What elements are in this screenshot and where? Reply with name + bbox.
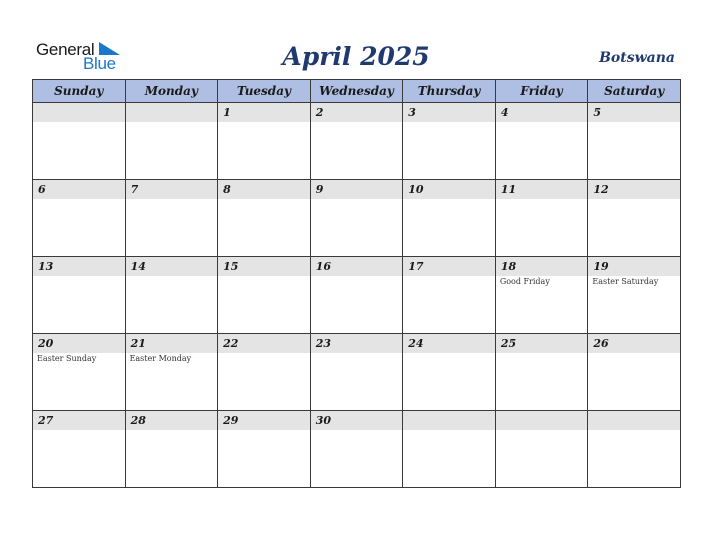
logo-word-blue: Blue (83, 54, 116, 73)
day-cell (403, 257, 496, 334)
day-cell (33, 103, 126, 180)
day-cell (218, 103, 311, 180)
weekday-header: Sunday (33, 80, 126, 103)
weekday-header: Wednesday (310, 80, 403, 103)
day-number: 12 (588, 180, 680, 199)
day-number: 24 (403, 334, 495, 353)
day-cell (403, 103, 496, 180)
day-number (496, 411, 588, 430)
day-cell (588, 334, 681, 411)
day-number: 23 (311, 334, 403, 353)
holiday-label: Easter Sunday (37, 354, 97, 363)
day-cell (403, 180, 496, 257)
week-row (33, 180, 681, 257)
day-cell (218, 411, 311, 488)
day-number (33, 103, 125, 122)
weekday-header-row (33, 80, 681, 103)
day-cell (495, 411, 588, 488)
day-cell (310, 411, 403, 488)
holiday-label: Good Friday (499, 277, 550, 286)
day-number: 1 (218, 103, 310, 122)
calendar-body (33, 103, 681, 488)
day-number: 27 (33, 411, 125, 430)
holiday-label: Easter Monday (129, 354, 192, 363)
calendar-grid (32, 79, 681, 488)
day-cell (125, 180, 218, 257)
day-cell (403, 334, 496, 411)
day-number: 5 (588, 103, 680, 122)
day-number: 30 (311, 411, 403, 430)
day-cell (495, 180, 588, 257)
day-cell (218, 334, 311, 411)
day-number (126, 103, 218, 122)
day-cell (495, 257, 588, 334)
day-cell (125, 257, 218, 334)
day-number: 26 (588, 334, 680, 353)
day-cell (218, 180, 311, 257)
day-number: 9 (311, 180, 403, 199)
holiday-label: Easter Saturday (592, 277, 659, 286)
day-cell (33, 334, 126, 411)
day-number: 14 (126, 257, 218, 276)
day-number: 16 (311, 257, 403, 276)
day-number (403, 411, 495, 430)
week-row (33, 257, 681, 334)
day-number: 29 (218, 411, 310, 430)
day-cell (310, 103, 403, 180)
day-cell (310, 257, 403, 334)
day-number: 13 (33, 257, 125, 276)
day-cell (218, 257, 311, 334)
day-number: 3 (403, 103, 495, 122)
day-number: 2 (311, 103, 403, 122)
day-number: 28 (126, 411, 218, 430)
day-number: 10 (403, 180, 495, 199)
day-cell (33, 411, 126, 488)
day-cell (125, 411, 218, 488)
weekday-header: Saturday (588, 80, 681, 103)
day-number: 19 (588, 257, 680, 276)
weekday-header: Friday (495, 80, 588, 103)
day-number: 6 (33, 180, 125, 199)
day-number: 22 (218, 334, 310, 353)
calendar-title: April 2025 (282, 42, 430, 71)
week-row (33, 103, 681, 180)
day-cell (310, 180, 403, 257)
day-number: 15 (218, 257, 310, 276)
day-cell (125, 103, 218, 180)
day-number: 18 (496, 257, 588, 276)
day-cell (495, 103, 588, 180)
day-number: 7 (126, 180, 218, 199)
weekday-header: Monday (125, 80, 218, 103)
weekday-header: Tuesday (218, 80, 311, 103)
day-cell (33, 180, 126, 257)
day-cell (588, 180, 681, 257)
day-cell (33, 257, 126, 334)
week-row (33, 334, 681, 411)
day-cell (125, 334, 218, 411)
day-number: 11 (496, 180, 588, 199)
day-number: 8 (218, 180, 310, 199)
day-cell (588, 257, 681, 334)
day-cell (588, 411, 681, 488)
day-cell (588, 103, 681, 180)
day-number: 20 (33, 334, 125, 353)
day-number: 21 (126, 334, 218, 353)
day-number (588, 411, 680, 430)
logo-word-general: General (36, 40, 95, 59)
day-cell (310, 334, 403, 411)
day-number: 17 (403, 257, 495, 276)
day-number: 4 (496, 103, 588, 122)
day-number: 25 (496, 334, 588, 353)
week-row (33, 411, 681, 488)
country-label: Botswana (599, 50, 675, 66)
day-cell (495, 334, 588, 411)
weekday-header: Thursday (403, 80, 496, 103)
day-cell (403, 411, 496, 488)
